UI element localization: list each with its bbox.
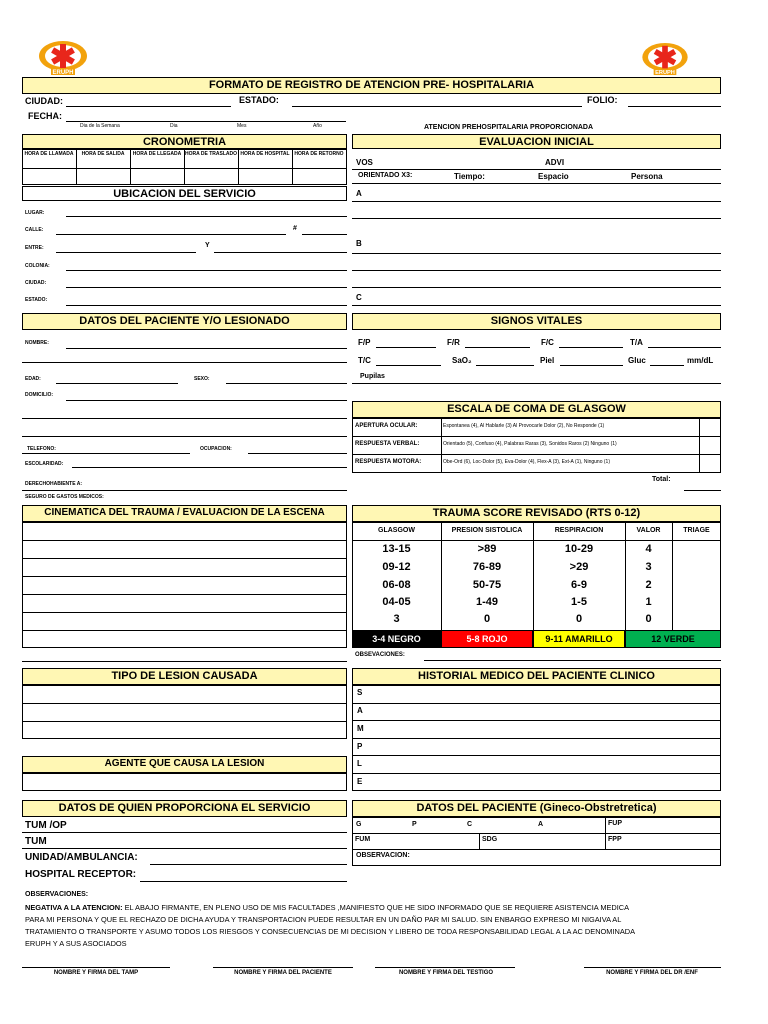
- entre-label: ENTRE:: [25, 245, 44, 251]
- fecha-field[interactable]: [66, 121, 346, 122]
- lesion-box[interactable]: [22, 685, 347, 739]
- piel-label: Piel: [540, 356, 555, 365]
- fp-label: F/P: [358, 338, 371, 347]
- rts-col-glasgow: GLASGOW: [378, 527, 415, 534]
- gineco-fum: FUM: [355, 836, 371, 843]
- firma-paciente-label: NOMBRE Y FIRMA DEL PACIENTE: [234, 970, 332, 976]
- folio-field[interactable]: [628, 106, 721, 107]
- rts-obs-field[interactable]: [424, 660, 721, 661]
- fecha-label: FECHA:: [28, 111, 62, 121]
- orientado-label: ORIENTADO X3:: [358, 172, 413, 179]
- derecho-label: DERECHOHABIENTE A:: [25, 481, 83, 487]
- estado-ubic-field[interactable]: [66, 305, 347, 306]
- ciudad-ubic-field[interactable]: [66, 287, 347, 288]
- eval-b-label: B: [356, 239, 362, 248]
- fr-field[interactable]: [465, 347, 530, 348]
- ubicacion-header: UBICACION DEL SERVICIO: [22, 186, 347, 201]
- page-title: FORMATO DE REGISTRO DE ATENCION PRE- HOSPITALARIA: [22, 77, 721, 94]
- dia-label: Dia: [170, 123, 178, 129]
- edad-label: EDAD:: [25, 376, 41, 382]
- pupilas-field[interactable]: [352, 383, 721, 384]
- telefono-field[interactable]: [22, 453, 190, 454]
- telefono-label: TELEFONO:: [27, 446, 56, 452]
- vos-label: VOS: [356, 158, 373, 167]
- glasgow-motora-desc: Obe-Ord (6), Loc-Dolor (5), Eva-Dolor (4), Flex-A (3), Ext-A (1), Ninguno (1): [443, 459, 610, 465]
- hospital-field[interactable]: [140, 881, 347, 882]
- calle-label: CALLE:: [25, 227, 44, 233]
- gineco-a: A: [538, 821, 544, 828]
- firma-testigo-line[interactable]: [375, 967, 515, 968]
- dia-semana-label: Dia de la Semana: [80, 123, 120, 129]
- gineco-obs: OBSERVACION:: [356, 852, 410, 859]
- unidad-field[interactable]: [150, 864, 347, 865]
- col-salida: HORA DE SALIDA: [81, 151, 125, 157]
- hist-m: M: [357, 724, 364, 733]
- logo-right: [640, 42, 690, 76]
- anio-label: Año: [313, 123, 322, 129]
- estado-label: ESTADO:: [239, 95, 279, 105]
- cronometria-cols: [22, 149, 347, 185]
- ciudad-label: CIUDAD:: [25, 96, 63, 106]
- footer-obs-label: OBSERVACIONES:: [25, 891, 89, 898]
- nombre-field[interactable]: [66, 348, 347, 349]
- domicilio-field[interactable]: [66, 400, 347, 401]
- glasgow-verbal-desc: Orientado (5), Confuso (4), Palabras Raras (3), Sonidos Raros (2) Ninguno (1): [443, 441, 617, 447]
- rts-row: 06-08 50-75 6-9 2: [382, 579, 652, 591]
- firma-paciente-line[interactable]: [213, 967, 353, 968]
- triage-negro: 3-4 NEGRO: [352, 630, 441, 648]
- entre-field-2[interactable]: [214, 252, 347, 253]
- estado-ubic-label: ESTADO:: [25, 297, 48, 303]
- gineco-fpp: FPP: [608, 836, 622, 843]
- gineco-g: G: [356, 821, 362, 828]
- gluc-field[interactable]: [650, 365, 684, 366]
- estado-field[interactable]: [292, 106, 582, 107]
- derecho-field[interactable]: [22, 490, 347, 491]
- gineco-c: C: [467, 821, 473, 828]
- col-retorno: HORA DE RETORNO: [294, 151, 344, 157]
- svg-text:ERUPH: ERUPH: [655, 70, 675, 76]
- glasgow-ocular-label: APERTURA OCULAR:: [355, 423, 418, 429]
- eval-a-line-1[interactable]: [352, 201, 721, 202]
- eval-b-line-1[interactable]: [352, 253, 721, 254]
- entre-field-1[interactable]: [56, 252, 196, 253]
- evaluacion-header: EVALUACION INICIAL: [352, 134, 721, 149]
- mgdl-label: mm/dL: [687, 356, 714, 365]
- rts-col-valor: VALOR: [636, 527, 661, 534]
- piel-field[interactable]: [560, 365, 623, 366]
- tiempo-label: Tiempo:: [454, 172, 485, 181]
- eval-c-label: C: [356, 293, 362, 302]
- firma-tamp-label: NOMBRE Y FIRMA DEL TAMP: [53, 970, 139, 976]
- glasgow-total-label: Total:: [652, 476, 671, 483]
- num-field[interactable]: [302, 234, 347, 235]
- rts-row: 3 0 0 0: [393, 613, 652, 625]
- tum-field[interactable]: [22, 848, 347, 849]
- cinematica-header: CINEMATICA DEL TRAUMA / EVALUACION DE LA ESCENA: [22, 505, 347, 522]
- firma-dr-line[interactable]: [584, 967, 721, 968]
- ocupacion-label: OCUPACION:: [200, 446, 232, 452]
- escolaridad-field[interactable]: [72, 467, 347, 468]
- glasgow-motora-label: RESPUESTA MOTORA:: [355, 459, 422, 465]
- seguro-label: SEGURO DE GASTOS MEDICOS:: [25, 494, 104, 500]
- rts-row: 13-15 >89 10-29 4: [382, 543, 652, 555]
- eval-a-line-2[interactable]: [352, 218, 721, 219]
- tumop-field[interactable]: [22, 832, 347, 833]
- lugar-field[interactable]: [66, 216, 347, 217]
- hospital-label: HOSPITAL RECEPTOR:: [25, 869, 137, 880]
- negativa-line3: TRATAMIENTO O TRANSPORTE Y ASUMO TODOS LOS RIESGOS Y CONSECUENCIAS DE MI DECISION Y LIBERO DE TODA RESPONSABILIDAD LEGAL A LA AC DENOMINADA: [25, 927, 636, 936]
- negativa-text: [25, 902, 725, 950]
- y-label: Y: [205, 242, 210, 249]
- tum-label: TUM: [25, 836, 47, 847]
- negativa-title: NEGATIVA A LA ATENCION:: [25, 903, 123, 912]
- hist-p: P: [357, 742, 363, 751]
- lugar-label: LUGAR:: [25, 210, 45, 216]
- tumop-label: TUM /OP: [25, 820, 67, 831]
- domicilio-label: DOMICILIO:: [25, 392, 54, 398]
- rts-col-presion: PRESION SISTOLICA: [451, 527, 523, 534]
- rts-row: 04-05 1-49 1-5 1: [382, 596, 652, 608]
- colonia-label: COLONIA:: [25, 263, 50, 269]
- ta-label: T/A: [630, 338, 643, 347]
- triage-rojo: 5-8 ROJO: [441, 630, 533, 648]
- nombre-label: NOMBRE:: [25, 340, 49, 346]
- glasgow-total-field[interactable]: [684, 490, 721, 491]
- fp-field[interactable]: [376, 347, 436, 348]
- agente-header: AGENTE QUE CAUSA LA LESION: [22, 756, 347, 773]
- fc-field[interactable]: [559, 347, 623, 348]
- fc-label: F/C: [541, 338, 554, 347]
- negativa-line1: EL ABAJO FIRMANTE, EN PLENO USO DE MIS FACULTADES ,MANIFIESTO QUE HE SIDO INFORMADO QUE SE REQUIERE ASISTENCIA MEDICA: [122, 903, 630, 912]
- servicio-header: DATOS DE QUIEN PROPORCIONA EL SERVICIO: [22, 800, 347, 817]
- edad-field[interactable]: [56, 383, 178, 384]
- col-hospital: HORA DE HOSPITAL: [240, 151, 290, 157]
- tc-label: T/C: [358, 356, 371, 365]
- fr-label: F/R: [447, 338, 460, 347]
- triage-amarillo: 9-11 AMARILLO: [533, 630, 625, 648]
- espacio-label: Espacio: [538, 172, 569, 181]
- rts-header: TRAUMA SCORE REVISADO (RTS 0-12): [352, 505, 721, 522]
- calle-field[interactable]: [56, 234, 286, 235]
- hist-s: S: [357, 688, 363, 697]
- advi-label: ADVI: [545, 158, 565, 167]
- col-llegada: HORA DE LLEGADA: [132, 151, 182, 157]
- hist-l: L: [357, 759, 362, 768]
- pupilas-label: Pupilas: [360, 373, 385, 380]
- svg-text:ERUPH: ERUPH: [52, 70, 74, 76]
- rts-col-respiracion: RESPIRACION: [554, 527, 604, 534]
- ta-field[interactable]: [648, 347, 721, 348]
- eval-b-line-3[interactable]: [352, 287, 721, 288]
- ciudad-ubic-label: CIUDAD:: [25, 280, 47, 286]
- historial-header: HISTORIAL MEDICO DEL PACIENTE CLINICO: [352, 668, 721, 685]
- persona-label: Persona: [631, 172, 663, 181]
- cronometria-header: CRONOMETRIA: [22, 134, 347, 149]
- colonia-field[interactable]: [66, 270, 347, 271]
- mes-label: Mes: [237, 123, 247, 129]
- firma-testigo-label: NOMBRE Y FIRMA DEL TESTIGO: [398, 970, 494, 976]
- gineco-sdg: SDG: [482, 836, 498, 843]
- rts-col-triage: TRIAGE: [683, 527, 710, 534]
- eval-c-line[interactable]: [352, 305, 721, 306]
- negativa-line4: ERUPH Y A SUS ASOCIADOS: [25, 939, 127, 948]
- firma-tamp-line[interactable]: [22, 967, 170, 968]
- hist-e: E: [357, 777, 363, 786]
- glasgow-header: ESCALA DE COMA DE GLASGOW: [352, 401, 721, 418]
- glasgow-ocular-desc: Espontanea (4), Al Hablarle (3) Al Provocarle Dolor (2), No Responde (1): [443, 423, 605, 429]
- escolaridad-label: ESCOLARIDAD:: [25, 461, 64, 467]
- rts-obs-label: OBSEVACIONES:: [355, 652, 405, 658]
- atencion-label: ATENCION PREHOSPITALARIA PROPORCIONADA: [424, 124, 594, 131]
- firma-dr-label: NOMBRE Y FIRMA DEL DR /ENF: [606, 970, 698, 976]
- col-llamada: HORA DE LLAMADA: [24, 151, 74, 157]
- gineco-p: P: [412, 821, 417, 828]
- sexo-field[interactable]: [226, 383, 347, 384]
- eval-a-label: A: [356, 189, 362, 198]
- hist-a: A: [357, 706, 363, 715]
- gineco-header: DATOS DEL PACIENTE (Gineco-Obstretretica): [352, 800, 721, 817]
- negativa-line2: PARA MI PERSONA Y QUE EL RECHAZO DE DICHA AYUDA Y TRANSPORTACION PUEDE RESULTAR EN UN DAÑO PAR MI SALUD. SIN ENBARGO EXPRESO MI NIGAIVA AL: [25, 915, 622, 924]
- num-label: #: [293, 225, 297, 232]
- sao2-field[interactable]: [476, 365, 534, 366]
- col-traslado: HORA DE TRASLADO: [184, 151, 238, 157]
- eval-b-line-2[interactable]: [352, 270, 721, 271]
- ciudad-field[interactable]: [66, 106, 231, 107]
- agente-box[interactable]: [22, 773, 347, 791]
- gineco-fup: FUP: [608, 820, 622, 827]
- sexo-label: SEXO:: [194, 376, 210, 382]
- folio-label: FOLIO:: [587, 95, 618, 105]
- unidad-label: UNIDAD/AMBULANCIA:: [25, 852, 138, 863]
- ocupacion-field[interactable]: [248, 453, 347, 454]
- tc-field[interactable]: [376, 365, 441, 366]
- glasgow-verbal-label: RESPUESTA VERBAL:: [355, 441, 420, 447]
- logo-left: [37, 40, 89, 76]
- sao2-label: SaO₂: [452, 356, 472, 365]
- lesion-header: TIPO DE LESION CAUSADA: [22, 668, 347, 685]
- triage-verde: 12 VERDE: [625, 630, 721, 648]
- signos-header: SIGNOS VITALES: [352, 313, 721, 330]
- rts-row: 09-12 76-89 >29 3: [382, 561, 652, 573]
- paciente-header: DATOS DEL PACIENTE Y/O LESIONADO: [22, 313, 347, 330]
- gluc-label: Gluc: [628, 356, 646, 365]
